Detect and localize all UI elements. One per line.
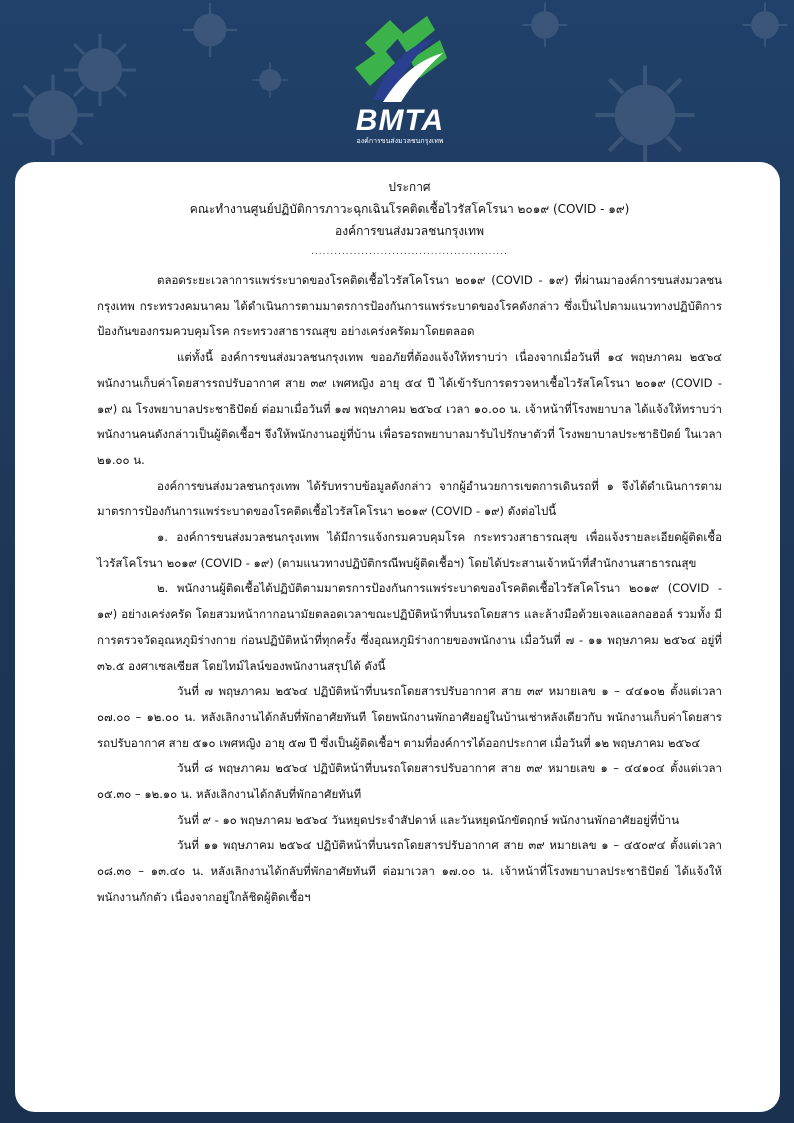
virus-icon xyxy=(8,70,98,160)
announcement-card xyxy=(15,162,780,1112)
virus-icon xyxy=(590,60,700,170)
announcement-heading: ประกาศ xyxy=(388,180,431,194)
logo-text: BMTA xyxy=(355,104,445,137)
virus-icon xyxy=(520,0,570,50)
announcement-organization: องค์การขนส่งมวลชนกรุงเทพ xyxy=(335,224,484,238)
paragraph-intro: ตลอดระยะเวลาการแพร่ระบาดของโรคติดเชื้อไวรัสโคโรนา ๒๐๑๙ (COVID - ๑๙) ที่ผ่านมาองค์การขนส่งมวลชนกรุงเทพ กระทรวงคมนาคม ได้ดำเนินการตามมาตรการป้องกันการแพร่ระบาดของโรคดังกล่าว ซึ่งเป็นไปตามแนวทางปฏิบัติการป้องกันของกรมควบคุมโรค กระทรวงสาธารณสุข อย่างเคร่งครัดมาโดยตลอด xyxy=(97,273,722,339)
timeline-day-7: วันที่ ๗ พฤษภาคม ๒๕๖๔ ปฏิบัติหน้าที่บนรถโดยสารปรับอากาศ สาย ๓๙ หมายเลข ๑ – ๔๔๑๐๒ ตั้งแต่เวลา ๐๗.๐๐ – ๑๒.๐๐ น. หลังเลิกงานได้กลับที่พักอาศัยทันที โดยพนักงานพักอาศัยอยู่ในบ้านเช่าหลังเดียวกับ พนักงานเก็บค่าโดยสารรถปรับอากาศ สาย ๕๑๐ เพศหญิง อายุ ๕๗ ปี ซึ่งเป็นผู้ติดเชื้อฯ ตามที่องค์การได้ออกประกาศ เมื่อวันที่ ๑๒ พฤษภาคม ๒๕๖๔ xyxy=(97,684,722,750)
paragraph-measures: องค์การขนส่งมวลชนกรุงเทพ ได้รับทราบข้อมูลดังกล่าว จากผู้อำนวยการเขตการเดินรถที่ ๑ จึงได้ดำเนินการตามมาตรการป้องกันการแพร่ระบาดของโรคติดเชื้อไวรัสโคโรนา ๒๐๑๙ (COVID - ๑๙) ดังต่อไปนี้ xyxy=(97,478,722,519)
announcement-title: คณะทำงานศูนย์ปฏิบัติการภาวะฉุกเฉินโรคติดเชื้อไวรัสโคโรนา ๒๐๑๙ (COVID - ๑๙) xyxy=(189,202,630,216)
paragraph-item-2: ๒. พนักงานผู้ติดเชื้อได้ปฏิบัติตามมาตรการป้องกันการแพร่ระบาดของโรคติดเชื้อไวรัสโคโรนา ๒๐๑๙ (COVID - ๑๙) อย่างเคร่งครัด โดยสวมหน้ากากอนามัยตลอดเวลาขณะปฏิบัติหน้าที่บนรถโดยสาร และล้างมือด้วยเจลแอลกอฮอล์ รวมทั้ง มีการตรวจวัดอุณหภูมิร่างกาย ก่อนปฏิบัติหน้าที่ทุกครั้ง ซึ่งอุณหภูมิร่างกายของพนักงาน เมื่อวันที่ ๗ - ๑๑ พฤษภาคม ๒๕๖๔ อยู่ที่ ๓๖.๕ องศาเซลเซียส โดยไทม์ไลน์ของพนักงานสรุปได้ ดังนี้ xyxy=(97,581,722,673)
paragraph-item-1: ๑. องค์การขนส่งมวลชนกรุงเทพ ได้มีการแจ้งกรมควบคุมโรค กระทรวงสาธารณสุข เพื่อแจ้งรายละเอียดผู้ติดเชื้อไวรัสโคโรนา ๒๐๑๙ (COVID - ๑๙) (ตามแนวทางปฏิบัติกรณีพบผู้ติดเชื้อฯ) โดยได้ประสานเจ้าหน้าที่สำนักงานสาธารณสุข xyxy=(97,530,722,570)
paragraph-case: แต่ทั้งนี้ องค์การขนส่งมวลชนกรุงเทพ ขออภัยที่ต้องแจ้งให้ทราบว่า เนื่องจากเมื่อวันที่ ๑๔ พฤษภาคม ๒๕๖๔ พนักงานเก็บค่าโดยสารรถปรับอากาศ สาย ๓๙ เพศหญิง อายุ ๕๔ ปี ได้เข้ารับการตรวจหาเชื้อไวรัสโคโรนา ๒๐๑๙ (COVID - ๑๙) ณ โรงพยาบาลประชาธิปัตย์ ต่อมาเมื่อวันที่ ๑๗ พฤษภาคม ๒๕๖๔ เวลา ๑๐.๐๐ น. เจ้าหน้าที่โรงพยาบาล ได้แจ้งให้ทราบว่าพนักงานคนดังกล่าวเป็นผู้ติดเชื้อฯ จึงให้พนักงานอยู่ที่บ้าน เพื่อรอรถพยาบาลมารับไปรักษาตัวที่ โรงพยาบาลประชาธิปัตย์ ในเวลา ๒๑.๐๐ น. xyxy=(97,350,722,467)
timeline-day-9-10: วันที่ ๙ - ๑๐ พฤษภาคม ๒๕๖๔ วันหยุดประจำสัปดาห์ และวันหยุดนักขัตฤกษ์ พนักงานพักอาศัยอยู่ที่บ้าน xyxy=(177,812,680,827)
timeline-day-8: วันที่ ๘ พฤษภาคม ๒๕๖๔ ปฏิบัติหน้าที่บนรถโดยสารปรับอากาศ สาย ๓๙ หมายเลข ๑ – ๔๔๑๐๔ ตั้งแต่เวลา ๐๕.๓๐ – ๑๒.๑๐ น. หลังเลิกงานได้กลับที่พักอาศัยทันที xyxy=(97,761,722,802)
virus-icon xyxy=(180,0,240,60)
virus-icon xyxy=(250,60,290,100)
timeline-day-11: วันที่ ๑๑ พฤษภาคม ๒๕๖๔ ปฏิบัติหน้าที่บนรถโดยสารปรับอากาศ สาย ๓๙ หมายเลข ๑ – ๔๕๐๙๔ ตั้งแต่เวลา ๐๘.๓๐ – ๑๓.๔๐ น. หลังเลิกงานได้กลับที่พักอาศัยทันที ต่อมาเวลา ๑๗.๐๐ น. เจ้าหน้าที่โรงพยาบาลประชาธิปัตย์ ได้แจ้งให้พนักงานกักตัว เนื่องจากอยู่ใกล้ชิดผู้ติดเชื้อฯ xyxy=(97,838,722,904)
virus-icon xyxy=(740,0,790,50)
separator: ................................................... xyxy=(311,247,508,257)
logo-subtitle: องค์การขนส่งมวลชนกรุงเทพ xyxy=(356,137,444,145)
